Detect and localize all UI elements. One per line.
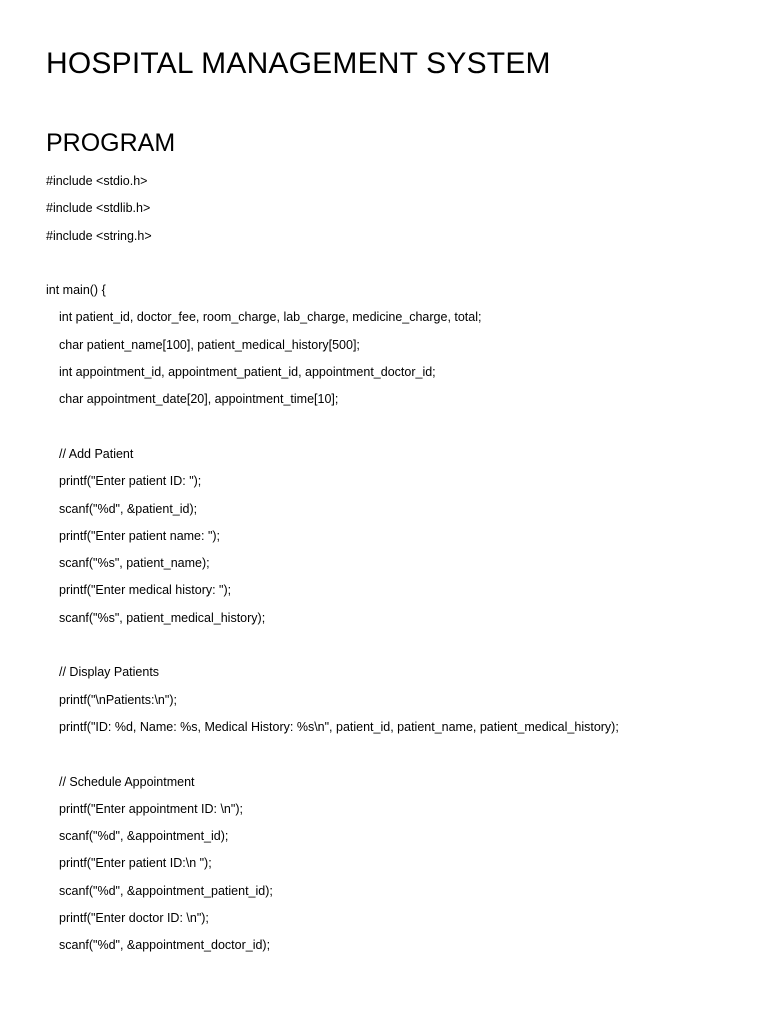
code-line: printf("ID: %d, Name: %s, Medical History: %s\n", patient_id, patient_name, patient_medical_history);	[59, 719, 619, 734]
code-line: printf("Enter patient name: ");	[59, 528, 221, 543]
code-listing	[46, 168, 746, 960]
code-line: // Display Patients	[59, 665, 160, 680]
code-line: printf("Enter patient ID:\n ");	[59, 856, 212, 871]
code-line: #include <stdio.h>	[46, 174, 148, 188]
section-heading-program: PROGRAM	[46, 129, 176, 157]
code-line: char appointment_date[20], appointment_time[10];	[59, 392, 339, 407]
code-line: int appointment_id, appointment_patient_id, appointment_doctor_id;	[59, 365, 436, 380]
code-line: printf("Enter medical history: ");	[59, 583, 232, 598]
code-line: printf("\nPatients:\n");	[59, 692, 177, 707]
document-title: HOSPITAL MANAGEMENT SYSTEM	[46, 47, 551, 80]
code-line: int patient_id, doctor_fee, room_charge, lab_charge, medicine_charge, total;	[59, 310, 482, 325]
code-line: int main() {	[46, 283, 106, 298]
code-line: char patient_name[100], patient_medical_history[500];	[59, 337, 360, 352]
code-line: scanf("%d", &appointment_doctor_id);	[59, 938, 271, 953]
code-line: scanf("%s", patient_name);	[59, 556, 210, 571]
code-line: // Schedule Appointment	[59, 774, 195, 789]
code-line: #include <stdlib.h>	[46, 201, 151, 216]
blank-line	[46, 741, 746, 768]
code-line: scanf("%s", patient_medical_history);	[59, 610, 266, 625]
code-line: scanf("%d", &appointment_id);	[59, 829, 229, 844]
code-line: printf("Enter doctor ID: \n");	[59, 911, 209, 926]
code-line: scanf("%d", &appointment_patient_id);	[59, 883, 273, 898]
code-line: // Add Patient	[59, 446, 134, 461]
blank-line	[46, 414, 746, 441]
blank-line	[46, 632, 746, 659]
code-line: #include <string.h>	[46, 228, 152, 243]
code-line: scanf("%d", &patient_id);	[59, 501, 198, 516]
blank-line	[46, 250, 746, 277]
code-line: printf("Enter appointment ID: \n");	[59, 801, 243, 816]
code-line: printf("Enter patient ID: ");	[59, 474, 202, 489]
